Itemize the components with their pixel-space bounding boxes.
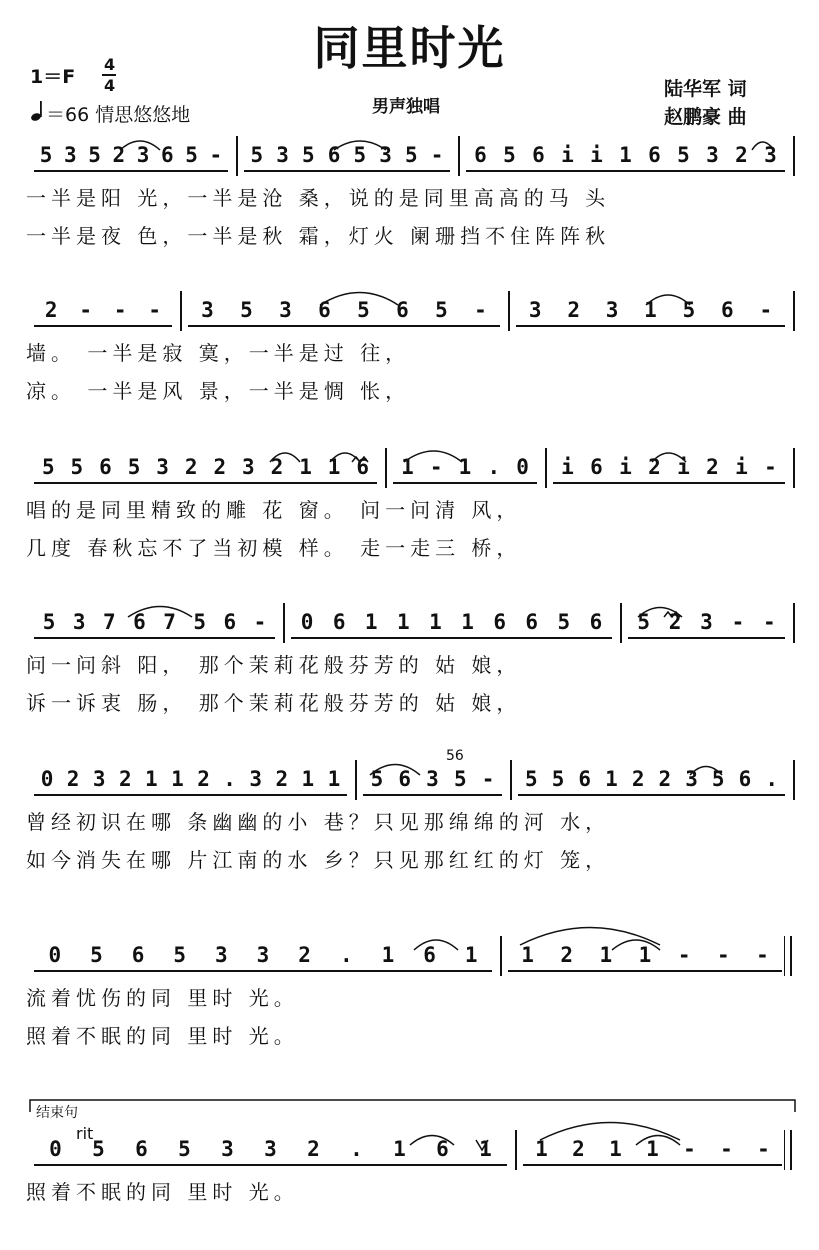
measure — [0, 291, 819, 331]
score-system — [0, 760, 819, 800]
note: 5 — [551, 767, 565, 791]
note: 6 — [525, 610, 539, 634]
dash: - — [756, 943, 769, 967]
note: 1 — [638, 943, 652, 967]
measure — [0, 136, 819, 176]
note: 2 — [298, 943, 311, 967]
note: 6 — [161, 143, 174, 167]
lyrics-verse-1 — [0, 339, 819, 373]
note: 3 — [215, 943, 228, 967]
dash: - — [113, 298, 127, 322]
note: 5 — [185, 143, 198, 167]
note: 6 — [398, 767, 412, 791]
dash: - — [148, 298, 162, 322]
dot: . — [487, 455, 501, 479]
beam-line — [523, 1164, 782, 1166]
lyrics-verse-2 — [0, 222, 819, 256]
note: 6 — [356, 455, 370, 479]
note: 6 — [318, 298, 331, 322]
score-system — [0, 936, 819, 976]
note: 2 — [270, 455, 284, 479]
note: 6 — [327, 143, 341, 167]
note: i — [677, 455, 690, 479]
lyrics-verse-2 — [0, 846, 819, 880]
lyrics-line: 几度 春秋忘不了当初模 样。 走一走三 桥， — [26, 536, 522, 560]
dash: - — [253, 610, 267, 634]
note: 5 — [353, 143, 367, 167]
note: 5 — [88, 143, 101, 167]
note: 1 — [171, 767, 184, 791]
note: 5 — [435, 298, 448, 322]
beam-line — [466, 170, 785, 172]
lyrics-verse-1 — [0, 496, 819, 530]
note: 6 — [396, 298, 409, 322]
note: 2 — [648, 455, 661, 479]
note: 5 — [637, 610, 651, 634]
dash: - — [209, 143, 223, 167]
note: 3 — [221, 1137, 234, 1161]
lyrics-verse-1 — [0, 984, 819, 1018]
note: 1 — [458, 455, 472, 479]
note: 5 — [503, 143, 516, 167]
note: 5 — [405, 143, 418, 167]
song-title: 同里时光 — [313, 21, 506, 75]
quarter-note-icon — [30, 100, 46, 126]
ritardando-marking: rit — [76, 1124, 94, 1143]
note: 1 — [401, 455, 414, 479]
dash: - — [759, 298, 773, 322]
note: 3 — [136, 143, 150, 167]
note: 3 — [256, 943, 270, 967]
note: 1 — [381, 943, 395, 967]
measure — [0, 760, 819, 800]
note: 2 — [44, 298, 58, 322]
note: 1 — [299, 455, 312, 479]
ending-label: 结束句 — [36, 1105, 78, 1121]
note: 6 — [436, 1137, 449, 1161]
note: 1 — [646, 1137, 659, 1161]
measure — [0, 448, 819, 488]
note: 2 — [706, 455, 719, 479]
note: 1 — [599, 943, 613, 967]
note: 2 — [197, 767, 210, 791]
note: i — [619, 455, 632, 479]
note: 5 — [240, 298, 253, 322]
lyrics-line: 唱的是同里精致的雕 花 窗。 问一问清 风， — [26, 498, 522, 522]
note: 6 — [332, 610, 346, 634]
score-system — [0, 136, 819, 176]
note: 2 — [631, 767, 645, 791]
note: 3 — [249, 767, 263, 791]
note: 3 — [276, 143, 289, 167]
note: 2 — [560, 943, 574, 967]
meter-bottom: 4 — [104, 76, 116, 95]
lyrics-line: 如今消失在哪 片江南的水 乡？只见那红红的灯 笼， — [26, 848, 611, 872]
note: 2 — [112, 143, 126, 167]
note: 5 — [357, 298, 370, 322]
lyrics-line: 流着忧伤的同 里时 光。 — [26, 986, 299, 1010]
note: 5 — [557, 610, 571, 634]
note: 1 — [327, 455, 341, 479]
note: 6 — [423, 943, 436, 967]
dash: - — [79, 298, 93, 322]
note: 5 — [302, 143, 315, 167]
note: 5 — [250, 143, 264, 167]
note: 2 — [118, 767, 132, 791]
note: 3 — [764, 143, 777, 167]
note: 6 — [99, 455, 112, 479]
note: 5 — [711, 767, 725, 791]
dot: . — [339, 943, 353, 967]
note: 2 — [307, 1137, 320, 1161]
lyrics-line: 照着不眠的同 里时 光。 — [26, 1180, 299, 1204]
note: 7 — [102, 610, 116, 634]
note: 7 — [163, 610, 176, 634]
note: 1 — [145, 767, 158, 791]
note: 0 — [49, 1137, 62, 1161]
note: 6 — [532, 143, 545, 167]
note: 5 — [41, 455, 55, 479]
note: 3 — [379, 143, 392, 167]
note: 1 — [619, 143, 632, 167]
beam-line — [508, 970, 782, 972]
note: 1 — [429, 610, 442, 634]
lyrics-line: 问一问斜 阳， 那个茉莉花般芬芳的 姑 娘， — [26, 653, 522, 677]
dash: - — [430, 143, 444, 167]
note: 3 — [605, 298, 619, 322]
note: 1 — [397, 610, 410, 634]
dash: - — [716, 943, 730, 967]
note: 2 — [567, 298, 580, 322]
dash: - — [764, 455, 777, 479]
note: 3 — [700, 610, 713, 634]
dash: - — [481, 767, 495, 791]
lyrics-line: 凉。 一半是风 景，一半是惆 怅， — [26, 379, 411, 403]
grace-notes: 56 — [446, 748, 464, 764]
note: 3 — [706, 143, 719, 167]
note: 5 — [42, 610, 56, 634]
dash: - — [757, 1137, 770, 1161]
lyricist-credit: 陆华军 词 — [664, 78, 747, 100]
dash: - — [683, 1137, 696, 1161]
performance-note: 男声独唱 — [372, 97, 440, 117]
note: 2 — [275, 767, 289, 791]
measure — [0, 936, 819, 976]
note: 0 — [516, 455, 529, 479]
lyrics-verse-2 — [0, 689, 819, 723]
note: 3 — [528, 298, 542, 322]
note: 1 — [521, 943, 534, 967]
dash: - — [731, 610, 745, 634]
note: 6 — [648, 143, 661, 167]
dash: - — [762, 610, 776, 634]
lyrics-verse-1 — [0, 184, 819, 218]
note: 5 — [525, 767, 538, 791]
note: i — [735, 455, 748, 479]
note: 3 — [72, 610, 86, 634]
note: 6 — [590, 455, 603, 479]
note: 6 — [223, 610, 237, 634]
note: 0 — [300, 610, 314, 634]
note: 6 — [738, 767, 752, 791]
note: 6 — [493, 610, 506, 634]
note: 5 — [90, 943, 103, 967]
note: 6 — [589, 610, 603, 634]
beam-line — [518, 794, 785, 796]
note: 3 — [92, 767, 106, 791]
dash: - — [429, 455, 443, 479]
lyrics-verse-1 — [0, 1178, 819, 1212]
note: 0 — [48, 943, 62, 967]
note: 1 — [301, 767, 315, 791]
lyrics-line: 墙。 一半是寂 寞，一半是过 往， — [26, 341, 411, 365]
note: 3 — [64, 143, 77, 167]
note: 1 — [535, 1137, 548, 1161]
note: 2 — [668, 610, 682, 634]
note: 2 — [213, 455, 227, 479]
note: 2 — [658, 767, 672, 791]
score-system — [0, 448, 819, 488]
note: 6 — [131, 943, 145, 967]
lyrics-verse-1 — [0, 651, 819, 685]
measure — [0, 603, 819, 643]
measure — [0, 1130, 819, 1170]
dash: - — [474, 298, 487, 322]
note: 5 — [682, 298, 696, 322]
note: 3 — [201, 298, 214, 322]
note: 5 — [677, 143, 690, 167]
note: 1 — [393, 1137, 406, 1161]
note: 3 — [685, 767, 698, 791]
lyrics-verse-2 — [0, 534, 819, 568]
lyrics-verse-2 — [0, 1022, 819, 1056]
lyrics-verse-2 — [0, 377, 819, 411]
note: 1 — [464, 943, 478, 967]
beam-line — [516, 325, 785, 327]
composer-credit: 赵鹏豪 曲 — [664, 106, 747, 128]
note: 1 — [609, 1137, 622, 1161]
note: 6 — [721, 298, 734, 322]
meter-top: 4 — [104, 55, 116, 74]
beam-line — [553, 482, 785, 484]
note: 5 — [453, 767, 467, 791]
note: 1 — [644, 298, 657, 322]
note: 5 — [70, 455, 84, 479]
dash: - — [720, 1137, 733, 1161]
note: 2 — [572, 1137, 585, 1161]
lyrics-line: 照着不眠的同 里时 光。 — [26, 1024, 299, 1048]
note: 1 — [461, 610, 474, 634]
dot: . — [350, 1137, 363, 1161]
note: 1 — [479, 1137, 492, 1161]
note: 6 — [133, 610, 146, 634]
note: 0 — [40, 767, 54, 791]
lyrics-line: 一半是阳 光，一半是沧 桑，说的是同里高高的马 头 — [26, 186, 611, 210]
score-system — [0, 1130, 819, 1170]
note: i — [561, 455, 574, 479]
score-system — [0, 603, 819, 643]
lyrics-verse-1 — [0, 808, 819, 842]
note: 5 — [127, 455, 141, 479]
note: 3 — [426, 767, 439, 791]
lyrics-line: 一半是夜 色，一半是秋 霜，灯火 阑珊挡不住阵阵秋 — [26, 224, 611, 248]
tempo-marking: ＝66 情思悠悠地 — [46, 104, 191, 126]
note: 6 — [578, 767, 592, 791]
note: i — [561, 143, 574, 167]
key-signature: 1＝F — [30, 66, 76, 88]
note: 2 — [66, 767, 80, 791]
beam-line — [628, 637, 785, 639]
note: 2 — [184, 455, 198, 479]
note: 3 — [242, 455, 255, 479]
note: 3 — [279, 298, 292, 322]
score-system — [0, 291, 819, 331]
note: 1 — [364, 610, 378, 634]
dot: . — [765, 767, 778, 791]
note: 1 — [605, 767, 618, 791]
note: 5 — [173, 943, 187, 967]
note: 2 — [735, 143, 748, 167]
note: 1 — [327, 767, 341, 791]
note: 3 — [264, 1137, 277, 1161]
note: 3 — [156, 455, 169, 479]
note: 6 — [135, 1137, 148, 1161]
dot: . — [223, 767, 236, 791]
note: 5 — [370, 767, 384, 791]
lyrics-line: 曾经初识在哪 条幽幽的小 巷？只见那绵绵的河 水， — [26, 810, 611, 834]
note: 5 — [178, 1137, 191, 1161]
note: 5 — [39, 143, 53, 167]
note: 5 — [193, 610, 207, 634]
lyrics-line: 诉一诉衷 肠， 那个茉莉花般芬芳的 姑 娘， — [26, 691, 522, 715]
note: 6 — [474, 143, 487, 167]
note: i — [590, 143, 603, 167]
note: 5 — [92, 1137, 105, 1161]
dash: - — [677, 943, 691, 967]
